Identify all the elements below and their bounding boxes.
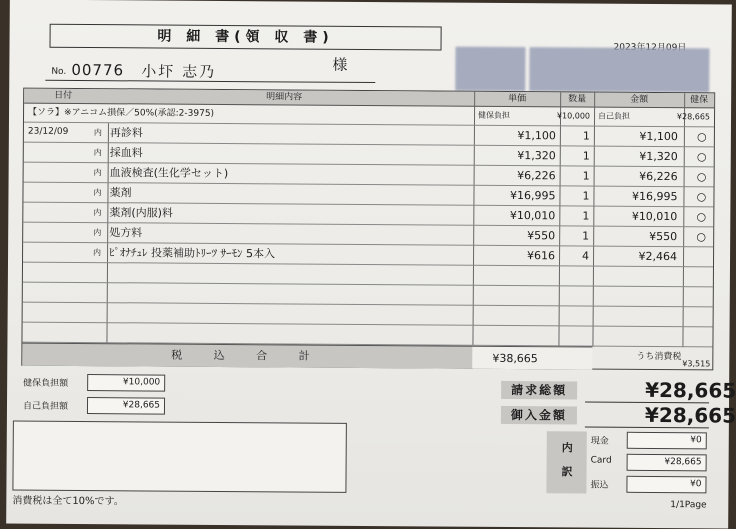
row-qty: 1 — [582, 149, 590, 163]
row-item-name: ﾋﾟｵﾅﾁｭﾚ 投薬補助ﾄﾘｰﾂ ｻｰﾓﾝ 5本入 — [109, 246, 276, 261]
insurance-covered-mark: ○ — [696, 190, 707, 204]
insurance-covered-mark: ○ — [697, 130, 707, 144]
redacted-area — [455, 47, 525, 91]
row-item-name: 採血料 — [109, 146, 143, 160]
kenpo-share-value: ¥10,000 — [556, 111, 591, 121]
received-label: 御入金額 — [501, 406, 577, 425]
row-mark: 内 — [93, 228, 102, 238]
row-item-name: 再診料 — [109, 126, 143, 140]
header-qty: 数量 — [568, 94, 587, 105]
kenpo-total-value: ¥10,000 — [87, 374, 165, 392]
row-unit-price: ¥616 — [527, 249, 556, 263]
row-item-name: 処方料 — [109, 226, 143, 240]
row-unit-price: ¥1,320 — [517, 149, 556, 163]
name-underline — [45, 80, 375, 83]
kenpo-share-label: 健保負担 — [478, 110, 511, 120]
row-unit-price: ¥6,226 — [517, 169, 556, 183]
row-amount: ¥16,995 — [631, 189, 678, 204]
row-qty: 1 — [582, 169, 590, 183]
total-value: ¥38,665 — [492, 351, 538, 366]
total-label: 税 込 合 計 — [22, 343, 472, 369]
row-mark: 内 — [93, 148, 102, 158]
insurance-covered-mark: ○ — [696, 210, 707, 224]
tax-value: ¥3,515 — [682, 359, 711, 369]
row-amount: ¥10,010 — [631, 209, 678, 224]
breakdown-card-label: Card — [590, 455, 612, 466]
receipt-paper — [6, 0, 736, 529]
self-total-value: ¥28,665 — [87, 397, 165, 415]
memo-box — [12, 421, 346, 493]
tax-note: 消費税は全て10%です。 — [12, 495, 124, 508]
row-amount: ¥1,100 — [639, 129, 678, 144]
self-total-label: 自己負担額 — [22, 401, 69, 412]
detail-table — [21, 88, 715, 371]
kenpo-total-label: 健保負担額 — [23, 378, 69, 389]
row-unit-price: ¥1,100 — [517, 129, 556, 143]
insurance-covered-mark: ○ — [696, 170, 707, 184]
row-qty: 1 — [582, 189, 590, 203]
row-date: 23/12/09 — [27, 126, 69, 137]
honorific: 様 — [332, 55, 348, 74]
row-item-name: 薬剤 — [109, 186, 132, 200]
header-insurance: 健保 — [690, 95, 709, 106]
billed-total-value: ¥28,665 — [645, 377, 736, 403]
row-mark: 内 — [93, 188, 102, 198]
redacted-area — [529, 47, 709, 92]
received-value: ¥28,665 — [644, 402, 736, 428]
row-mark: 内 — [93, 128, 102, 138]
row-qty: 1 — [582, 209, 590, 223]
row-mark: 内 — [93, 208, 102, 218]
row-qty: 1 — [582, 129, 590, 143]
patient-name: 小圷 志乃 — [141, 62, 217, 81]
insurance-covered-mark: ○ — [696, 230, 707, 244]
breakdown-card-value: ¥28,665 — [627, 454, 707, 472]
receipt-number: 00776 — [71, 60, 125, 80]
row-amount: ¥1,320 — [639, 149, 678, 164]
self-share-label: 自己負担 — [598, 111, 631, 121]
tax-label: うち消費税 — [636, 351, 682, 363]
received-underline — [585, 427, 709, 429]
row-item-name: 薬剤(内服)料 — [109, 206, 173, 220]
self-share-value: ¥28,665 — [676, 112, 711, 122]
page-number: 1/1Page — [670, 500, 707, 511]
row-unit-price: ¥16,995 — [509, 188, 556, 203]
header-date: 日付 — [54, 90, 73, 101]
breakdown-label-1: 内 — [561, 441, 573, 455]
header-detail: 明細内容 — [266, 92, 303, 103]
row-mark: 内 — [93, 168, 102, 178]
breakdown-transfer-label: 振込 — [590, 480, 609, 491]
row-qty: 1 — [582, 229, 590, 243]
breakdown-cash-value: ¥0 — [627, 432, 707, 450]
row-mark: 内 — [93, 248, 102, 258]
billed-total-label: 請求総額 — [501, 381, 577, 400]
number-label: No. — [51, 66, 67, 77]
breakdown-transfer-value: ¥0 — [626, 476, 706, 494]
breakdown-cash-label: 現金 — [590, 436, 609, 447]
row-amount: ¥6,226 — [639, 169, 678, 184]
document-title: 明 細 書(領 収 書) — [50, 24, 442, 51]
row-unit-price: ¥550 — [527, 229, 556, 243]
row-amount: ¥550 — [649, 229, 678, 244]
row-item-name: 血液検査(生化学セット) — [109, 166, 229, 181]
header-unit-price: 単価 — [508, 93, 527, 105]
breakdown-label-2: 訳 — [561, 465, 573, 479]
row-amount: ¥2,464 — [638, 249, 678, 264]
insurance-text: 【ソラ】※アニコム損保／50%(承認:2-3975) — [28, 107, 215, 119]
row-qty: 4 — [582, 249, 590, 263]
header-amount: 金額 — [630, 94, 649, 105]
insurance-covered-mark: ○ — [696, 150, 707, 164]
row-unit-price: ¥10,010 — [509, 208, 556, 223]
